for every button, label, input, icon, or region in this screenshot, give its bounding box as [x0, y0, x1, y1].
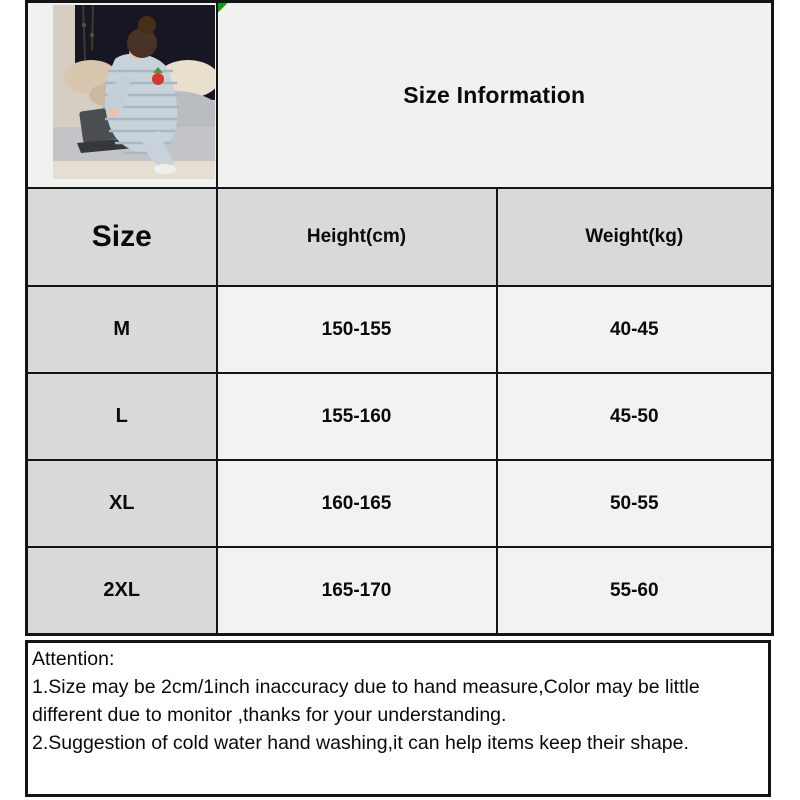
table-header-row [27, 188, 773, 286]
column-header-size: Size [27, 188, 217, 286]
product-photo-cell [27, 2, 217, 189]
size-table [25, 0, 774, 636]
product-photo [28, 3, 216, 187]
weight-value: 55-60 [497, 547, 773, 635]
size-label: 2XL [27, 547, 217, 635]
table-row [27, 286, 773, 373]
size-label: M [27, 286, 217, 373]
height-value: 155-160 [217, 373, 497, 460]
top-banner-row [27, 2, 773, 189]
green-corner-marker-icon [218, 3, 228, 13]
title-cell [217, 2, 773, 189]
table-row [27, 547, 773, 635]
attention-heading: Attention: [32, 648, 115, 670]
size-chart-sheet [25, 0, 771, 797]
height-value: 165-170 [217, 547, 497, 635]
page-title: Size Information [403, 81, 586, 108]
weight-value: 40-45 [497, 286, 773, 373]
table-row [27, 373, 773, 460]
size-label: L [27, 373, 217, 460]
attention-box [25, 640, 771, 797]
attention-note-2: 2.Suggestion of cold water hand washing,it can help items keep their shape. [32, 732, 689, 754]
weight-value: 50-55 [497, 460, 773, 547]
attention-note-1: 1.Size may be 2cm/1inch inaccuracy due to hand measure,Color may be little different due to monitor ,thanks for your understanding. [32, 676, 700, 726]
column-header-height: Height(cm) [217, 188, 497, 286]
height-value: 160-165 [217, 460, 497, 547]
table-row [27, 460, 773, 547]
size-label: XL [27, 460, 217, 547]
column-header-weight: Weight(kg) [497, 188, 773, 286]
product-photo-illustration [53, 5, 215, 179]
weight-value: 45-50 [497, 373, 773, 460]
height-value: 150-155 [217, 286, 497, 373]
